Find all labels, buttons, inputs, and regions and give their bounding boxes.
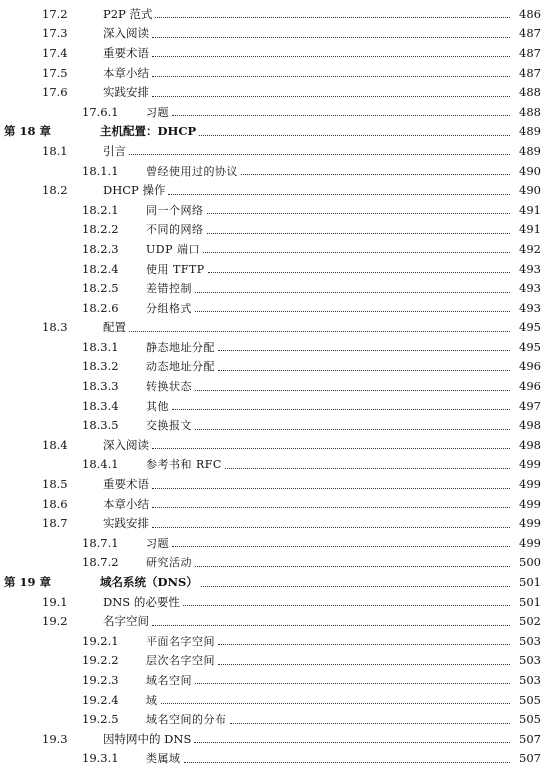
toc-entry-number: 18.2.2 [82,222,119,237]
dot-leader [194,742,510,743]
toc-entry-number: 18.2.6 [82,300,119,315]
toc-chapter-entry [0,122,558,142]
dot-leader [152,488,510,489]
dot-leader [201,586,510,587]
toc-entry-page: 491 [519,222,541,237]
dot-leader [152,507,510,508]
toc-subsection-entry [0,553,558,573]
toc-entry-number: 18.7.1 [82,535,119,550]
toc-entry-title: 类属域 [146,752,181,766]
toc-entry-title: 因特网中的 DNS [103,731,192,746]
toc-section-entry [0,435,558,455]
toc-entry-number: 18.3.2 [82,359,119,374]
toc-entry-title: 其他 [146,399,169,413]
toc-entry-number: 19.3.1 [82,751,119,766]
toc-entry-page: 488 [519,85,541,100]
toc-entry-number: 17.2 [42,6,68,21]
toc-entry-title: 差错控制 [146,282,192,296]
toc-entry-title: 使用 TFTP [146,262,205,276]
toc-subsection-entry [0,337,558,357]
toc-section-entry [0,43,558,63]
toc-entry-number: 19.2.1 [82,633,119,648]
toc-entry-title: 转换状态 [146,380,192,394]
toc-subsection-entry [0,298,558,318]
toc-entry-number: 19.3 [42,731,68,746]
toc-entry-page: 501 [519,594,541,609]
toc-section-entry [0,24,558,44]
toc-entry-page: 499 [519,457,541,472]
toc-subsection-entry [0,670,558,690]
toc-entry-title: 动态地址分配 [146,360,215,374]
dot-leader [152,76,510,77]
toc-entry-number: 17.6 [42,85,68,100]
toc-subsection-entry [0,396,558,416]
toc-subsection-entry [0,749,558,768]
toc-entry-title: 实践安排 [103,85,149,100]
toc-entry-title: 研究活动 [146,556,192,570]
toc-entry-page: 502 [519,614,541,629]
toc-entry-page: 488 [519,104,541,119]
dot-leader [195,683,510,684]
toc-section-entry [0,63,558,83]
dot-leader [168,194,510,195]
toc-entry-page: 495 [519,339,541,354]
toc-entry-title: 参考书和 RFC [146,458,222,472]
toc-section-entry [0,4,558,24]
toc-subsection-entry [0,220,558,240]
toc-entry-number: 18.4 [42,437,68,452]
toc-entry-title: 平面名字空间 [146,634,215,648]
toc-entry-number: 18.2 [42,183,68,198]
toc-entry-title: 重要术语 [103,477,149,492]
toc-entry-number: 17.6.1 [82,104,119,119]
toc-entry-title: 引言 [103,143,126,158]
toc-entry-page: 491 [519,202,541,217]
toc-entry-page: 489 [519,143,541,158]
toc-entry-page: 496 [519,379,541,394]
dot-leader [161,703,511,704]
toc-entry-page: 489 [519,124,541,139]
toc-entry-number: 18.3.1 [82,339,119,354]
toc-entry-page: 499 [519,516,541,531]
dot-leader [195,390,510,391]
toc-entry-page: 498 [519,437,541,452]
dot-leader [152,56,510,57]
toc-entry-number: 18.7 [42,516,68,531]
dot-leader [195,292,510,293]
toc-entry-number: 18.4.1 [82,457,119,472]
dot-leader [199,135,510,136]
toc-entry-number: 18.3 [42,320,68,335]
dot-leader [152,625,510,626]
toc-entry-number: 19.2.2 [82,653,119,668]
toc-section-entry [0,494,558,514]
dot-leader [129,154,510,155]
toc-chapter-entry [0,572,558,592]
toc-subsection-entry [0,259,558,279]
toc-entry-title: 本章小结 [103,496,149,511]
toc-entry-page: 499 [519,535,541,550]
dot-leader [152,527,510,528]
toc-section-entry [0,729,558,749]
toc-subsection-entry [0,690,558,710]
toc-entry-number: 18.3.4 [82,398,119,413]
toc-entry-title: 不同的网络 [146,223,204,237]
toc-subsection-entry [0,278,558,298]
toc-entry-title: 习题 [146,536,169,550]
toc-entry-title: 本章小结 [103,65,149,80]
toc-section-entry [0,474,558,494]
table-of-contents [0,4,558,768]
toc-entry-title: 配置 [103,320,126,335]
toc-entry-page: 486 [519,6,541,21]
toc-entry-title: 分组格式 [146,301,192,315]
toc-subsection-entry [0,631,558,651]
toc-entry-number: 17.4 [42,45,68,60]
dot-leader [152,96,510,97]
toc-entry-page: 487 [519,26,541,41]
toc-entry-page: 501 [519,575,541,590]
toc-subsection-entry [0,239,558,259]
toc-entry-title: 实践安排 [103,516,149,531]
dot-leader [152,448,510,449]
dot-leader [218,644,510,645]
toc-entry-number: 18.2.5 [82,281,119,296]
toc-entry-title: 域名系统（DNS） [100,575,198,590]
toc-entry-title: UDP 端口 [146,242,200,256]
toc-entry-title: DNS 的必要性 [103,594,180,609]
toc-entry-page: 496 [519,359,541,374]
toc-subsection-entry [0,651,558,671]
toc-entry-title: P2P 范式 [103,6,153,21]
toc-entry-title: 名字空间 [103,614,149,629]
toc-entry-number: 18.1.1 [82,163,119,178]
toc-entry-page: 493 [519,300,541,315]
toc-entry-page: 499 [519,496,541,511]
toc-entry-title: 层次名字空间 [146,654,215,668]
toc-entry-number: 18.7.2 [82,555,119,570]
toc-entry-page: 500 [519,555,541,570]
toc-entry-title: 域名空间 [146,673,192,687]
toc-entry-title: DHCP 操作 [103,183,166,198]
dot-leader [230,723,511,724]
toc-entry-page: 497 [519,398,541,413]
dot-leader [172,546,510,547]
toc-subsection-entry [0,709,558,729]
dot-leader [152,37,510,38]
toc-entry-page: 492 [519,241,541,256]
toc-entry-page: 490 [519,183,541,198]
toc-entry-number: 18.2.4 [82,261,119,276]
dot-leader [218,370,510,371]
toc-entry-number: 19.2.5 [82,712,119,727]
toc-entry-title: 深入阅读 [103,26,149,41]
toc-entry-number: 18.3.3 [82,379,119,394]
toc-entry-page: 505 [519,712,541,727]
toc-entry-title: 主机配置：DHCP [100,124,197,139]
toc-section-entry [0,82,558,102]
toc-entry-page: 493 [519,281,541,296]
dot-leader [225,468,510,469]
toc-section-entry [0,592,558,612]
dot-leader [172,115,510,116]
toc-entry-title: 同一个网络 [146,203,204,217]
dot-leader [129,331,510,332]
toc-section-entry [0,141,558,161]
toc-subsection-entry [0,161,558,181]
toc-entry-page: 498 [519,418,541,433]
toc-entry-page: 495 [519,320,541,335]
toc-entry-number: 18.6 [42,496,68,511]
toc-entry-number: 18.2.1 [82,202,119,217]
toc-subsection-entry [0,102,558,122]
toc-entry-title: 域 [146,693,158,707]
toc-entry-number: 18.1 [42,143,68,158]
toc-entry-page: 499 [519,477,541,492]
dot-leader [184,762,511,763]
toc-section-entry [0,180,558,200]
toc-subsection-entry [0,455,558,475]
toc-entry-page: 507 [519,731,541,746]
toc-subsection-entry [0,376,558,396]
toc-section-entry [0,318,558,338]
toc-entry-title: 域名空间的分布 [146,713,227,727]
toc-entry-number: 18.3.5 [82,418,119,433]
toc-entry-title: 深入阅读 [103,437,149,452]
toc-subsection-entry [0,200,558,220]
toc-entry-title: 曾经使用过的协议 [146,164,238,178]
dot-leader [172,409,510,410]
toc-entry-number: 第 18 章 [4,124,52,139]
toc-section-entry [0,611,558,631]
dot-leader [195,311,510,312]
toc-entry-page: 505 [519,692,541,707]
toc-entry-title: 交换报文 [146,419,192,433]
toc-entry-number: 19.2 [42,614,68,629]
toc-section-entry [0,513,558,533]
toc-entry-page: 503 [519,653,541,668]
toc-subsection-entry [0,533,558,553]
dot-leader [241,174,510,175]
toc-entry-title: 静态地址分配 [146,340,215,354]
toc-entry-number: 第 19 章 [4,575,52,590]
toc-entry-number: 17.5 [42,65,68,80]
dot-leader [203,252,510,253]
dot-leader [208,272,510,273]
dot-leader [183,605,510,606]
toc-entry-number: 19.1 [42,594,68,609]
toc-entry-title: 习题 [146,105,169,119]
toc-entry-number: 17.3 [42,26,68,41]
dot-leader [155,17,510,18]
toc-subsection-entry [0,357,558,377]
dot-leader [207,233,511,234]
toc-entry-page: 503 [519,672,541,687]
dot-leader [218,350,510,351]
toc-entry-number: 18.5 [42,477,68,492]
dot-leader [195,429,510,430]
toc-entry-page: 507 [519,751,541,766]
toc-entry-page: 503 [519,633,541,648]
toc-entry-page: 490 [519,163,541,178]
toc-entry-number: 19.2.3 [82,672,119,687]
toc-entry-number: 19.2.4 [82,692,119,707]
toc-entry-title: 重要术语 [103,45,149,60]
toc-entry-page: 487 [519,65,541,80]
toc-subsection-entry [0,415,558,435]
dot-leader [207,213,511,214]
dot-leader [218,664,510,665]
toc-entry-page: 493 [519,261,541,276]
toc-entry-page: 487 [519,45,541,60]
toc-entry-number: 18.2.3 [82,241,119,256]
dot-leader [195,566,510,567]
